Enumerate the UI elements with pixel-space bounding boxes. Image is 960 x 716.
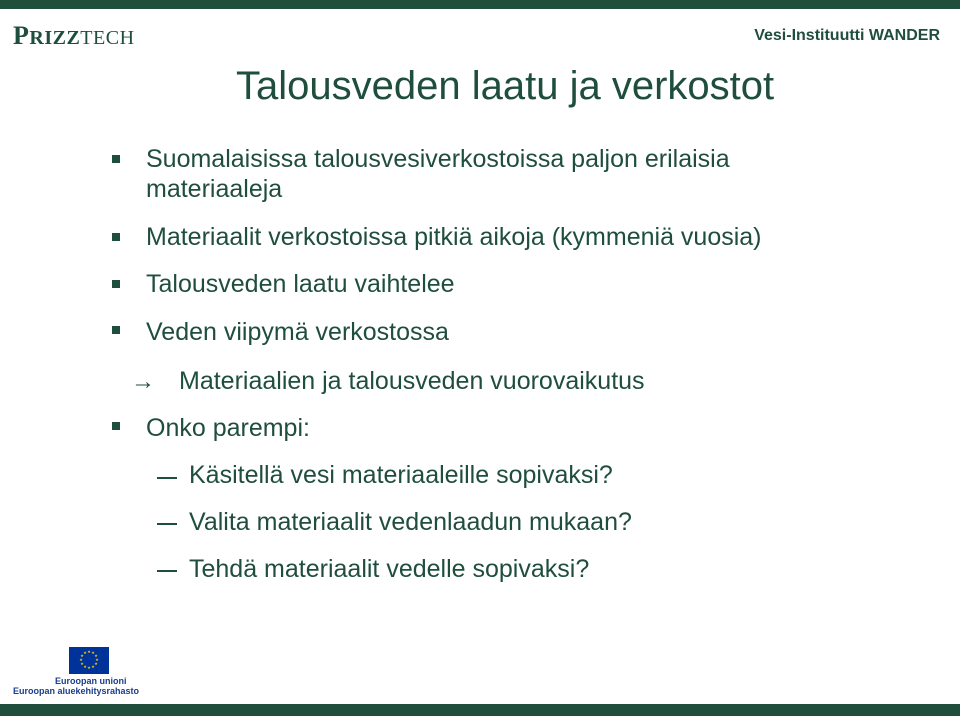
prizztech-logo: PRIZZTECH [13,21,135,50]
eu-fund-label: Euroopan aluekehitysrahasto [13,686,140,696]
svg-text:★: ★ [83,650,87,655]
svg-text:★: ★ [87,665,91,670]
svg-text:★: ★ [80,653,84,658]
svg-text:★: ★ [79,657,83,662]
svg-text:★: ★ [87,649,91,654]
dash-marker [157,477,177,479]
bullet-item-3: Talousveden laatu vaihtelee [146,270,455,298]
slide-title: Talousveden laatu ja verkostot [236,64,775,108]
bottom-bar [0,704,960,716]
arrow-right-icon: → [131,368,155,395]
question-item: Onko parempi: [146,414,310,442]
eu-label: Euroopan unioni [55,676,127,686]
bullet-marker [112,326,120,334]
bullet-item-2: Materiaalit verkostoissa pitkiä aikoja (kymmeniä vuosia) [146,223,762,251]
top-bar [0,0,960,9]
dash-marker [157,570,177,572]
bullet-marker [112,233,120,241]
svg-text:★: ★ [95,657,99,662]
svg-text:★: ★ [94,653,98,658]
sub-item-1: Käsitellä vesi materiaaleille sopivaksi? [189,461,613,489]
svg-text:★: ★ [83,664,87,669]
eu-flag-icon [69,647,109,674]
bullet-marker [112,155,120,163]
bullet-item-4: Veden viipymä verkostossa [146,318,449,346]
dash-marker [157,523,177,525]
svg-text:★: ★ [80,661,84,666]
sub-item-3: Tehdä materiaalit vedelle sopivaksi? [189,555,590,583]
institute-name: Vesi-Instituutti WANDER [754,27,940,44]
bullet-item-1-line-2: materiaaleja [146,175,283,203]
sub-item-2: Valita materiaalit vedenlaadun mukaan? [189,508,632,536]
bullet-marker [112,422,120,430]
bullet-marker [112,280,120,288]
svg-text:★: ★ [91,664,95,669]
arrow-item: Materiaalien ja talousveden vuorovaikutus [179,367,645,395]
svg-text:★: ★ [94,661,98,666]
svg-text:★: ★ [91,650,95,655]
bullet-item-1-line-1: Suomalaisissa talousvesiverkostoissa paljon erilaisia [146,145,730,173]
